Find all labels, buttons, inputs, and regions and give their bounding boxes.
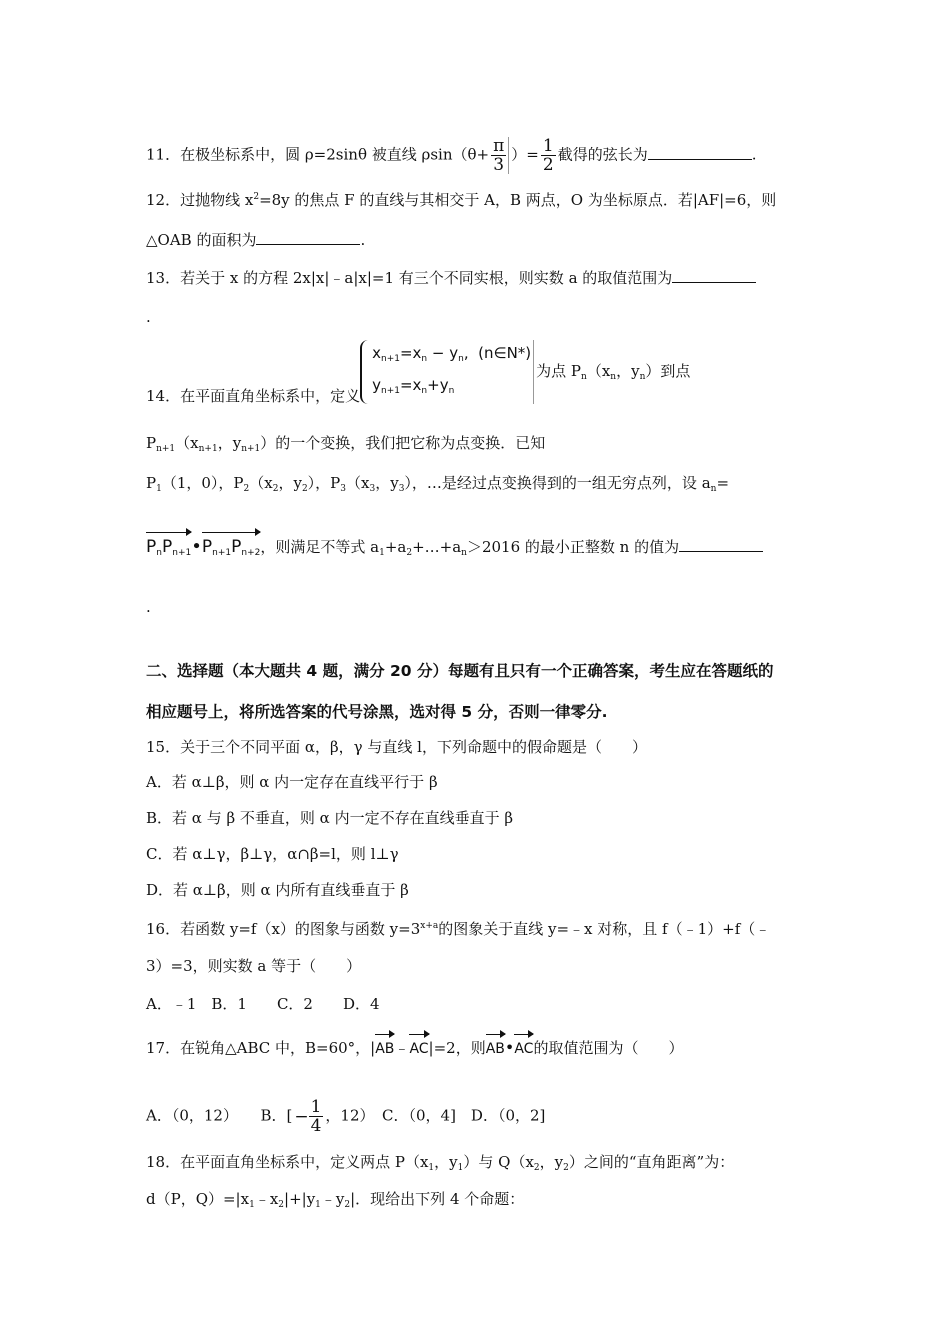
- q17-options[interactable]: A．（0，12） B．[ − $\frac{1}{4}$ ，12） C．（0，4] D．（0，2]: [146, 1097, 546, 1136]
- q11-line: 11．在极坐标系中，圆 ρ=2sinθ 被直线 ρsin（θ+ $\frac{\pi}{3}$ ）= $\frac{1}{2}$ 截得的弦长为 .: [146, 136, 757, 175]
- q14-dot: .: [146, 598, 151, 616]
- q14-line3: $P_1(1$，0），$P_2(x_2$，$y_2$），$P_3(x_3$，$y_3$），…是经过点变换得到的一组无穷点列，设 $a_n=$: [146, 474, 730, 494]
- q13-answer-blank[interactable]: [672, 266, 756, 283]
- q11-prefix: 11．在极坐标系中，圆 ρ=2sinθ 被直线 ρsin（θ+: [146, 145, 490, 164]
- q11-suffix: 截得的弦长为: [557, 145, 648, 164]
- q15-option-c[interactable]: C．若 α⊥γ，β⊥γ，α∩β=l，则 l⊥γ: [146, 845, 399, 863]
- q17-neg-quarter: − $\frac{1}{4}$: [294, 1097, 322, 1136]
- q11-pi-over-3: $\frac{\pi}{3}$: [491, 137, 509, 174]
- q13-dot: .: [146, 308, 151, 326]
- q14-transform-system: [360, 340, 534, 404]
- q14-line1: 14．在平面直角坐标系中，定义 $x_{n+1}=x_n - y_n$, (n∈N*) $y_{n+1}=x_n+y_n$为点 $P_n(x_n$，$y_n$）到点: [146, 340, 690, 404]
- q15-stem: 15．关于三个不同平面 α，β，γ 与直线 l，下列命题中的假命题是（ ）: [146, 738, 647, 756]
- q17-vector-ab-2: AB: [486, 1034, 505, 1060]
- q11-answer-blank[interactable]: [648, 143, 752, 160]
- q17-stem: 17．在锐角△ABC 中，B=60°，|AB﹣AC|=2，则AB•AC的取值范围为（ ）: [146, 1034, 683, 1060]
- q16-line2: 3）=3，则实数 a 等于（ ）: [146, 957, 362, 975]
- q11-mid: ）=: [511, 145, 539, 164]
- q17-vector-ab: AB: [375, 1034, 394, 1060]
- q14-vector-pn1pn2: $P_{n+1}P_{n+2}$: [202, 532, 261, 564]
- q14-vector-pnpn1: $P_nP_{n+1}$: [146, 532, 191, 564]
- q14-answer-blank[interactable]: [679, 535, 763, 552]
- q15-option-d[interactable]: D．若 α⊥β，则 α 内所有直线垂直于 β: [146, 881, 409, 899]
- q14-line2: $P_{n+1}(x_{n+1}$，$y_{n+1}$）的一个变换，我们把它称为点变换．已知: [146, 434, 546, 454]
- q11-one-half: $\frac{1}{2}$: [542, 136, 554, 175]
- q12-answer-blank[interactable]: [256, 228, 360, 245]
- q13-line1: 13．若关于 x 的方程 2x|x|﹣a|x|=1 有三个不同实根，则实数 a 的取值范围为: [146, 266, 756, 289]
- q18-line2: d（P，$Q)=|x_1﹣x_2|+|y_1﹣y_2|$．现给出下列 4 个命题：: [146, 1190, 525, 1210]
- q15-option-b[interactable]: B．若 α 与 β 不垂直，则 α 内一定不存在直线垂直于 β: [146, 809, 514, 827]
- q17-vector-ac-2: AC: [514, 1034, 533, 1060]
- section2-heading-line2: 相应题号上，将所选答案的代号涂黑，选对得 5 分，否则一律零分.: [146, 703, 608, 721]
- q16-line1: 16．若函数 y=f（x）的图象与函数 $y=3^{x+a}$的图象关于直线 y=﹣x 对称，且 f（﹣1）+f（﹣: [146, 920, 771, 938]
- q12-line1: 12．过抛物线 $x^2=8y$ 的焦点 F 的直线与其相交于 A，B 两点，O 为坐标原点．若|AF|=6，则: [146, 191, 777, 209]
- q18-line1: 18．在平面直角坐标系中，定义两点 $P(x_1$，$y_1$）与 $Q(x_2$，$y_2$）之间的“直角距离”为：: [146, 1153, 735, 1173]
- q12-line2: △OAB 的面积为 .: [146, 228, 365, 251]
- q17-vector-ac: AC: [409, 1034, 428, 1060]
- q14-eq1: $x_{n+1}=x_n - y_n$, (n∈N*): [372, 344, 532, 364]
- q16-options[interactable]: A．﹣1 B．1 C．2 D．4: [146, 995, 380, 1013]
- q14-line4: $P_nP_{n+1}•P_{n+1}P_{n+2}$，则满足不等式 $a_1+a_2+\dots+a_n>2016$ 的最小正整数 n 的值为: [146, 532, 763, 564]
- q14-eq2: $y_{n+1}=x_n+y_n$: [372, 376, 455, 396]
- q15-option-a[interactable]: A．若 α⊥β，则 α 内一定存在直线平行于 β: [146, 773, 438, 791]
- section2-heading-line1: 二、选择题（本大题共 4 题，满分 20 分）每题有且只有一个正确答案，考生应在答题纸的: [146, 662, 774, 680]
